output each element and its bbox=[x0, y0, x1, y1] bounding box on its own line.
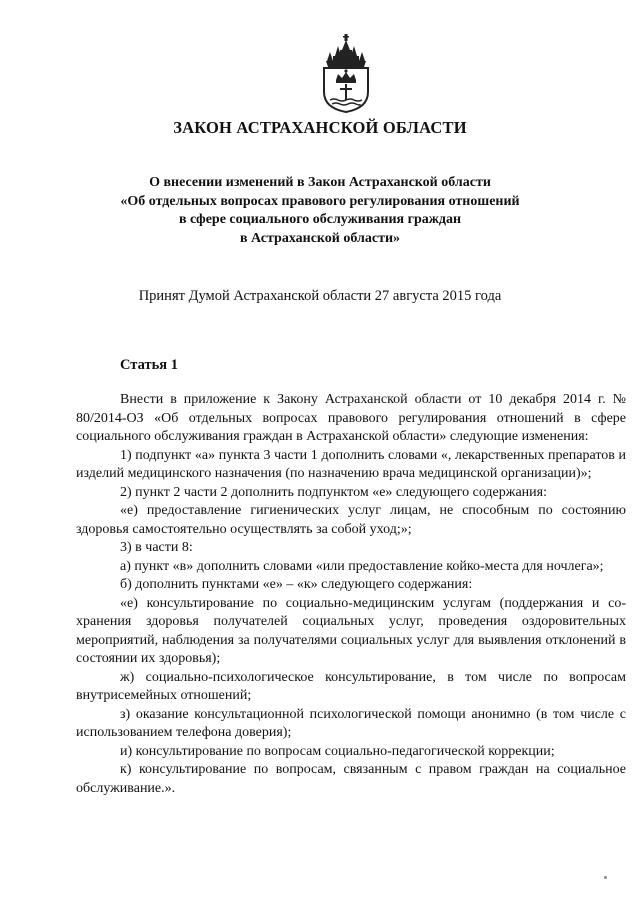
adoption-line: Принят Думой Астраханской области 27 августа 2015 года bbox=[138, 288, 502, 304]
body-paragraph: ж) социально-психологическое консультирование, в том числе по вопросам внутрисемейных отношений; bbox=[76, 669, 626, 703]
body-paragraph: а) пункт «в» дополнить словами «или предоставление койко-места для ночлега»; bbox=[120, 558, 604, 574]
body-paragraph: з) оказание консультационной психологической помощи анонимно (в том числе с использованием телефона доверия); bbox=[76, 706, 626, 740]
body-paragraph: 2) пункт 2 части 2 дополнить подпунктом «е» следующего содержания: bbox=[120, 484, 547, 500]
document-title-line: в Астраханской области» bbox=[239, 230, 401, 246]
body-paragraph: Внести в приложение к Закону Астраханской области от 10 декабря 2014 г. № 80/2014-ОЗ «Об отдельных вопросах правового регулирования отношений в сфере социального обслуживания граждан в Астраханской области» следующие изменения: bbox=[76, 392, 626, 444]
body-paragraph: б) дополнить пунктами «е» – «к» следующего содержания: bbox=[120, 577, 473, 592]
scan-dot bbox=[604, 876, 607, 879]
body-paragraph: «е) консультирование по социально-медицинским услугам (поддержания и сохранения здоровья получателей социальных услуг, проведения оздоровительных мероприятий, наблюдения за получателями социальных услуг для выявления отклонений в состоянии их здоровья); bbox=[76, 595, 626, 666]
article-body bbox=[76, 391, 626, 798]
document-title bbox=[0, 174, 640, 248]
body-paragraph: 3) в части 8: bbox=[120, 540, 193, 555]
astrakhan-coat-of-arms-icon bbox=[318, 32, 374, 114]
article-title: Статья 1 bbox=[120, 357, 178, 373]
body-paragraph: 1) подпункт «а» пункта 3 части 1 дополнить словами «, лекарственных препаратов и изделий медицинского назначения (по назначению врача медицинской организации)»; bbox=[76, 447, 626, 481]
document-title-line: «Об отдельных вопросах правового регулирования отношений bbox=[120, 193, 520, 209]
body-paragraph: «е) предоставление гигиенических услуг лицам, не способным по состоянию здоровья самостоятельно осуществлять за собой уход;»; bbox=[76, 503, 626, 537]
document-title-line: в сфере социального обслуживания граждан bbox=[178, 212, 462, 227]
law-heading: ЗАКОН АСТРАХАНСКОЙ ОБЛАСТИ bbox=[173, 118, 467, 137]
body-paragraph: и) консультирование по вопросам социально-педагогической коррекции; bbox=[120, 743, 555, 759]
body-paragraph: к) консультирование по вопросам, связанным с правом граждан на социальное обслуживание.». bbox=[76, 762, 626, 796]
document-title-line: О внесении изменений в Закон Астраханской области bbox=[149, 175, 491, 190]
